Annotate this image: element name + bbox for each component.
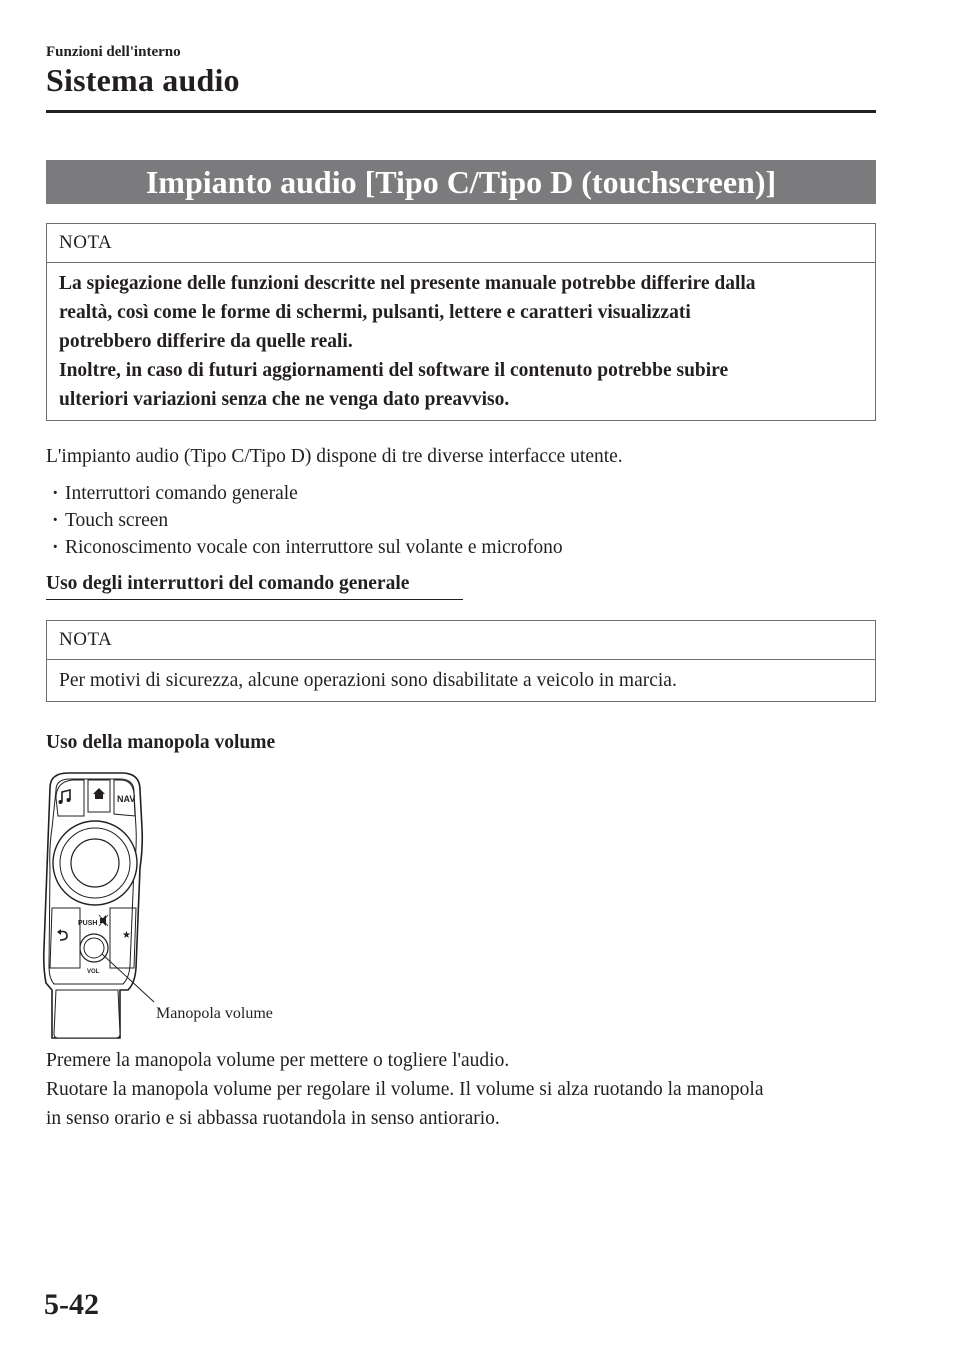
body-line: Ruotare la manopola volume per regolare il volume. Il volume si alza ruotando la manopola: [46, 1079, 764, 1100]
note-box-1: [46, 223, 876, 421]
vol-label: VOL: [87, 969, 100, 975]
subsection-heading: Uso degli interruttori del comando generale: [46, 573, 410, 594]
note-label: NOTA: [47, 224, 875, 263]
commander-knob: [71, 839, 119, 887]
note-line: ulteriori variazioni senza che ne venga dato preavviso.: [59, 389, 510, 410]
star-icon: ★: [122, 930, 131, 941]
body-line: in senso orario e si abbassa ruotandola in senso antiorario.: [46, 1108, 500, 1129]
section-banner: Impianto audio [Tipo C/Tipo D (touchscreen)]: [46, 160, 876, 204]
note-line: La spiegazione delle funzioni descritte nel presente manuale potrebbe differire dalla: [59, 273, 756, 294]
body-paragraph: [46, 1046, 763, 1133]
palm-rest: [54, 990, 120, 1038]
interfaces-list: [52, 480, 563, 561]
note-line: Inoltre, in caso di futuri aggiornamenti del software il contenuto potrebbe subire: [59, 360, 729, 381]
note-line: potrebbero differire da quelle reali.: [59, 331, 353, 352]
note-body: [47, 263, 875, 420]
list-item: · Interruttori comando generale: [52, 480, 563, 507]
callout-label: Manopola volume: [156, 1005, 273, 1022]
commander-switch-illustration: [40, 768, 300, 1043]
push-label: PUSH: [78, 920, 98, 927]
nav-label: NAV: [117, 794, 136, 804]
list-item: · Riconoscimento vocale con interruttore sul volante e microfono: [52, 534, 563, 561]
volume-knob: [84, 938, 104, 958]
section-title: Sistema audio: [46, 62, 240, 98]
page-number: 5-42: [44, 1288, 99, 1321]
body-line: Premere la manopola volume per mettere o togliere l'audio.: [46, 1050, 510, 1071]
chapter-title: Funzioni dell'interno: [46, 44, 181, 60]
header-divider: [46, 110, 876, 113]
subsection-underline: [46, 599, 463, 600]
note-line: realtà, così come le forme di schermi, pulsanti, lettere e caratteri visualizzati: [59, 302, 691, 323]
volume-heading: Uso della manopola volume: [46, 732, 276, 753]
note-body: Per motivi di sicurezza, alcune operazioni sono disabilitate a veicolo in marcia.: [59, 670, 677, 691]
note-label: NOTA: [47, 621, 875, 660]
intro-paragraph: L'impianto audio (Tipo C/Tipo D) dispone di tre diverse interfacce utente.: [46, 446, 623, 467]
list-item: · Touch screen: [52, 507, 563, 534]
note-box-2: [46, 620, 876, 702]
